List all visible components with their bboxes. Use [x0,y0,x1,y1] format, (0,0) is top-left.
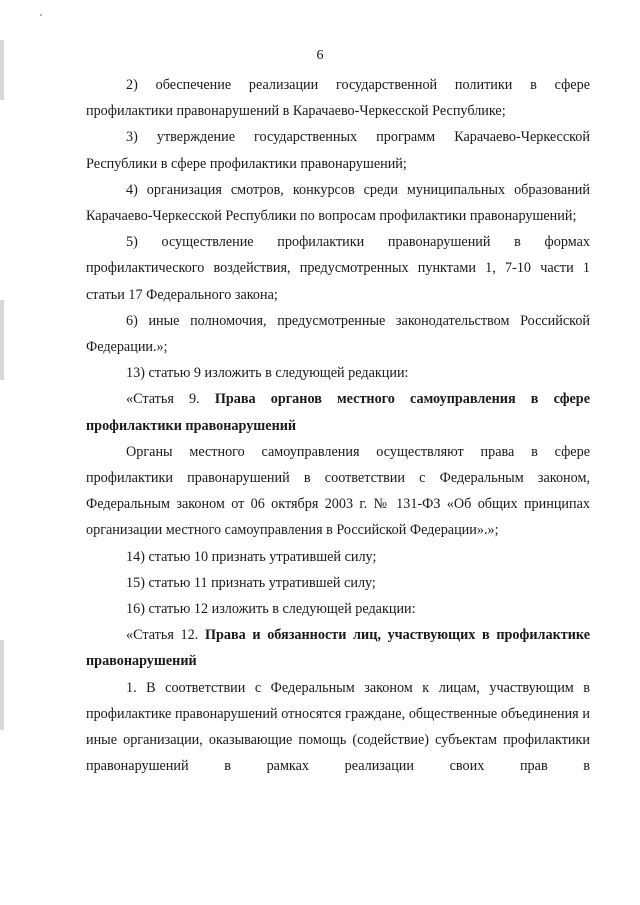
scan-dot [40,14,42,16]
article-9-prefix: «Статья 9. [126,391,200,408]
paragraph-item-5: 5) осуществление профилактики правонарушений в формах профилактического воздействия, предусмотренных пунктами 1, 7-10 части 1 статьи 17 Федерального закона; [86,234,590,303]
paragraph-item-4: 4) организация смотров, конкурсов среди муниципальных образований Карачаево-Черкесской Республики по вопросам профилактики правонарушений; [86,181,590,225]
paragraph-item-3: 3) утверждение государственных программ Карачаево-Черкесской Республики в сфере профилактики правонарушений; [86,129,590,172]
article-12-body: 1. В соответствии с Федеральным законом к лицам, участвующим в профилактике правонарушений относятся граждане, общественные объединения и иные организации, оказывающие помощь (содействие) субъектам профилактики правонарушений в рамках реализации своих прав в [86,679,590,775]
article-9-title: Права органов местного самоуправления в сфере профилактики правонарушений [86,391,590,434]
scan-edge-mark [0,300,4,380]
document-body [86,72,590,779]
article-12-prefix: «Статья 12. [126,627,199,644]
paragraph-item-2: 2) обеспечение реализации государственной политики в сфере профилактики правонарушений в Карачаево-Черкесской Республике; [86,77,590,120]
paragraph-item-16: 16) статью 12 изложить в следующей редакции: [126,601,416,618]
paragraph-item-13: 13) статью 9 изложить в следующей редакции: [126,365,409,382]
article-9-body: Органы местного самоуправления осуществляют права в сфере профилактики правонарушений в соответствии с Федеральным законом, Федеральным законом от 06 октября 2003 г. № 131-ФЗ «Об общих принципах организации местного самоуправления в Российской Федерации».»; [86,443,590,539]
article-12-heading [86,622,590,674]
paragraph-item-6: 6) иные полномочия, предусмотренные законодательством Российской Федерации.»; [86,312,590,356]
article-12-title: Права и обязанности лиц, участвующих в профилактике правонарушений [86,627,591,670]
scan-edge-mark [0,640,4,730]
paragraph-item-15: 15) статью 11 признать утратившей силу; [126,574,376,591]
article-9-heading [86,386,590,438]
page-number: 6 [316,48,324,63]
paragraph-item-14: 14) статью 10 признать утратившей силу; [126,548,377,565]
